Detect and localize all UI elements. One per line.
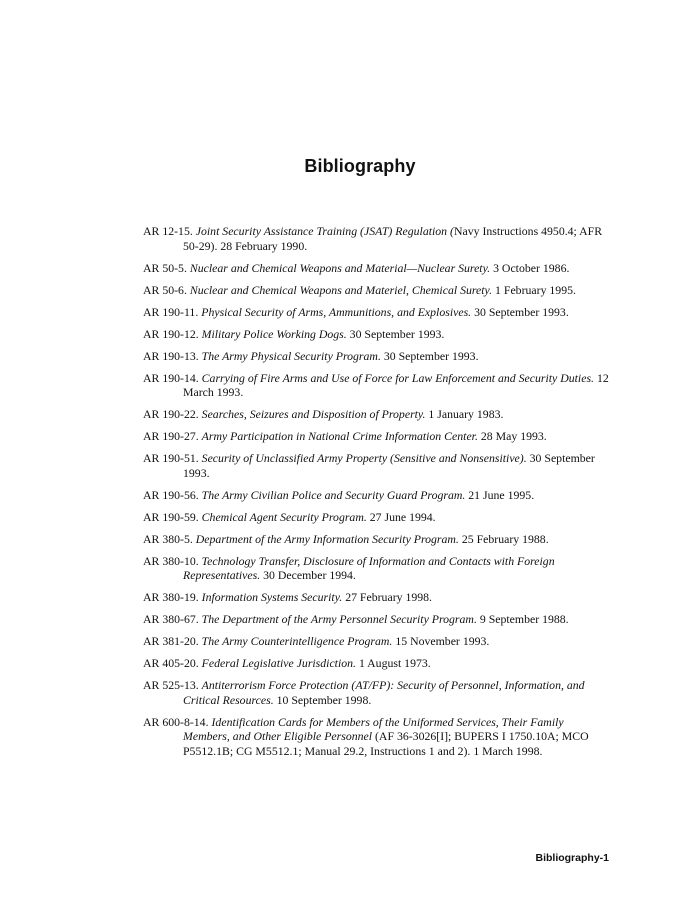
regulation-details: Navy Instructions 4950.4; AFR 50-29). 28 February 1990. xyxy=(183,224,603,253)
bibliography-entry xyxy=(143,488,609,503)
regulation-details: 28 May 1993. xyxy=(480,429,547,443)
bibliography-entry xyxy=(143,656,609,671)
regulation-id: AR 600-8-14. xyxy=(143,714,209,729)
regulation-id: AR 380-10. xyxy=(143,553,199,568)
bibliography-entry xyxy=(143,261,609,276)
bibliography-entry xyxy=(143,349,609,364)
bibliography-entry xyxy=(143,429,609,444)
regulation-title: Information Systems Security. xyxy=(201,590,343,604)
regulation-details: 30 December 1994. xyxy=(263,568,356,582)
bibliography-entry xyxy=(143,634,609,649)
page-footer: Bibliography-1 xyxy=(535,852,609,864)
regulation-details: 1 February 1995. xyxy=(495,282,576,297)
regulation-title: Carrying of Fire Arms and Use of Force for Law Enforcement and Security Duties. xyxy=(201,370,594,385)
regulation-details: 21 June 1995. xyxy=(468,487,535,502)
regulation-details: 9 September 1988. xyxy=(479,612,569,626)
regulation-id: AR 190-56. xyxy=(143,487,199,502)
regulation-title: Antiterrorism Force Protection (AT/FP): Security of Personnel, Information, and Critical Resources. xyxy=(183,678,585,707)
regulation-title: The Army Physical Security Program. xyxy=(201,348,381,363)
regulation-id: AR 12-15. xyxy=(143,224,193,238)
bibliography-entry xyxy=(143,224,609,253)
regulation-details: (AF 36-3026[I]; BUPERS I 1750.10A; MCO P5512.1B; CG M5512.1; Manual 29.2, Instructions 1 and 2). 1 March 1998. xyxy=(183,729,589,758)
bibliography-entry xyxy=(143,715,609,759)
bibliography-entry xyxy=(143,327,609,342)
regulation-id: AR 50-5. xyxy=(143,260,187,275)
regulation-id: AR 190-12. xyxy=(143,326,199,341)
regulation-details: 30 September 1993. xyxy=(349,326,445,341)
regulation-id: AR 190-11. xyxy=(143,304,199,319)
regulation-id: AR 50-6. xyxy=(143,282,187,297)
bibliography-entry xyxy=(143,532,609,547)
regulation-details: 10 September 1998. xyxy=(276,692,372,707)
regulation-id: AR 381-20. xyxy=(143,634,199,648)
regulation-details: 27 June 1994. xyxy=(369,509,436,524)
bibliography-entry xyxy=(143,612,609,627)
regulation-details: 30 September 1993. xyxy=(183,451,595,480)
regulation-title: Joint Security Assistance Training (JSAT) Regulation ( xyxy=(195,224,454,238)
regulation-id: AR 190-27. xyxy=(143,429,199,443)
bibliography-list xyxy=(143,224,609,766)
regulation-details: 15 November 1993. xyxy=(395,634,490,648)
regulation-details: 30 September 1993. xyxy=(383,348,479,363)
regulation-title: The Army Civilian Police and Security Guard Program. xyxy=(201,487,466,502)
bibliography-entry xyxy=(143,451,609,480)
regulation-id: AR 405-20. xyxy=(143,656,199,670)
bibliography-entry xyxy=(143,305,609,320)
bibliography-entry xyxy=(143,407,609,422)
bibliography-entry xyxy=(143,283,609,298)
regulation-title: Identification Cards for Members of the Uniformed Services, Their Family Members, and Other Eligible Personnel xyxy=(183,714,564,743)
regulation-title: Technology Transfer, Disclosure of Information and Contacts with Foreign Representatives. xyxy=(183,553,555,582)
regulation-details: 3 October 1986. xyxy=(493,260,570,275)
regulation-title: Nuclear and Chemical Weapons and Material—Nuclear Surety. xyxy=(189,260,491,275)
regulation-title: Department of the Army Information Security Program. xyxy=(195,531,459,546)
regulation-title: Army Participation in National Crime Information Center. xyxy=(201,429,478,443)
regulation-title: Searches, Seizures and Disposition of Property. xyxy=(201,407,426,421)
regulation-title: Security of Unclassified Army Property (Sensitive and Nonsensitive). xyxy=(201,451,527,465)
regulation-title: The Department of the Army Personnel Security Program. xyxy=(201,612,477,626)
regulation-details: 30 September 1993. xyxy=(474,304,569,319)
regulation-id: AR 525-13. xyxy=(143,678,199,692)
regulation-details: 1 January 1983. xyxy=(428,407,504,421)
regulation-details: 27 February 1998. xyxy=(345,590,433,604)
regulation-title: Federal Legislative Jurisdiction. xyxy=(201,656,356,670)
page-title: Bibliography xyxy=(304,156,416,176)
regulation-id: AR 190-13. xyxy=(143,348,199,363)
regulation-id: AR 190-59. xyxy=(143,509,199,524)
bibliography-entry xyxy=(143,371,609,400)
regulation-id: AR 380-5. xyxy=(143,531,193,546)
regulation-id: AR 190-14. xyxy=(143,370,199,385)
regulation-details: 25 February 1988. xyxy=(461,531,549,546)
regulation-title: The Army Counterintelligence Program. xyxy=(201,634,393,648)
regulation-title: Military Police Working Dogs. xyxy=(201,326,347,341)
regulation-title: Physical Security of Arms, Ammunitions, and Explosives. xyxy=(201,304,472,319)
regulation-title: Chemical Agent Security Program. xyxy=(201,509,367,524)
regulation-id: AR 380-19. xyxy=(143,590,199,604)
regulation-id: AR 190-51. xyxy=(143,451,199,465)
regulation-title: Nuclear and Chemical Weapons and Materiel, Chemical Surety. xyxy=(189,282,493,297)
regulation-details: 12 March 1993. xyxy=(183,370,609,399)
bibliography-entry xyxy=(143,678,609,707)
bibliography-entry xyxy=(143,510,609,525)
regulation-id: AR 380-67. xyxy=(143,612,199,626)
bibliography-entry xyxy=(143,590,609,605)
regulation-id: AR 190-22. xyxy=(143,407,199,421)
regulation-details: 1 August 1973. xyxy=(358,656,431,670)
bibliography-entry xyxy=(143,554,609,583)
